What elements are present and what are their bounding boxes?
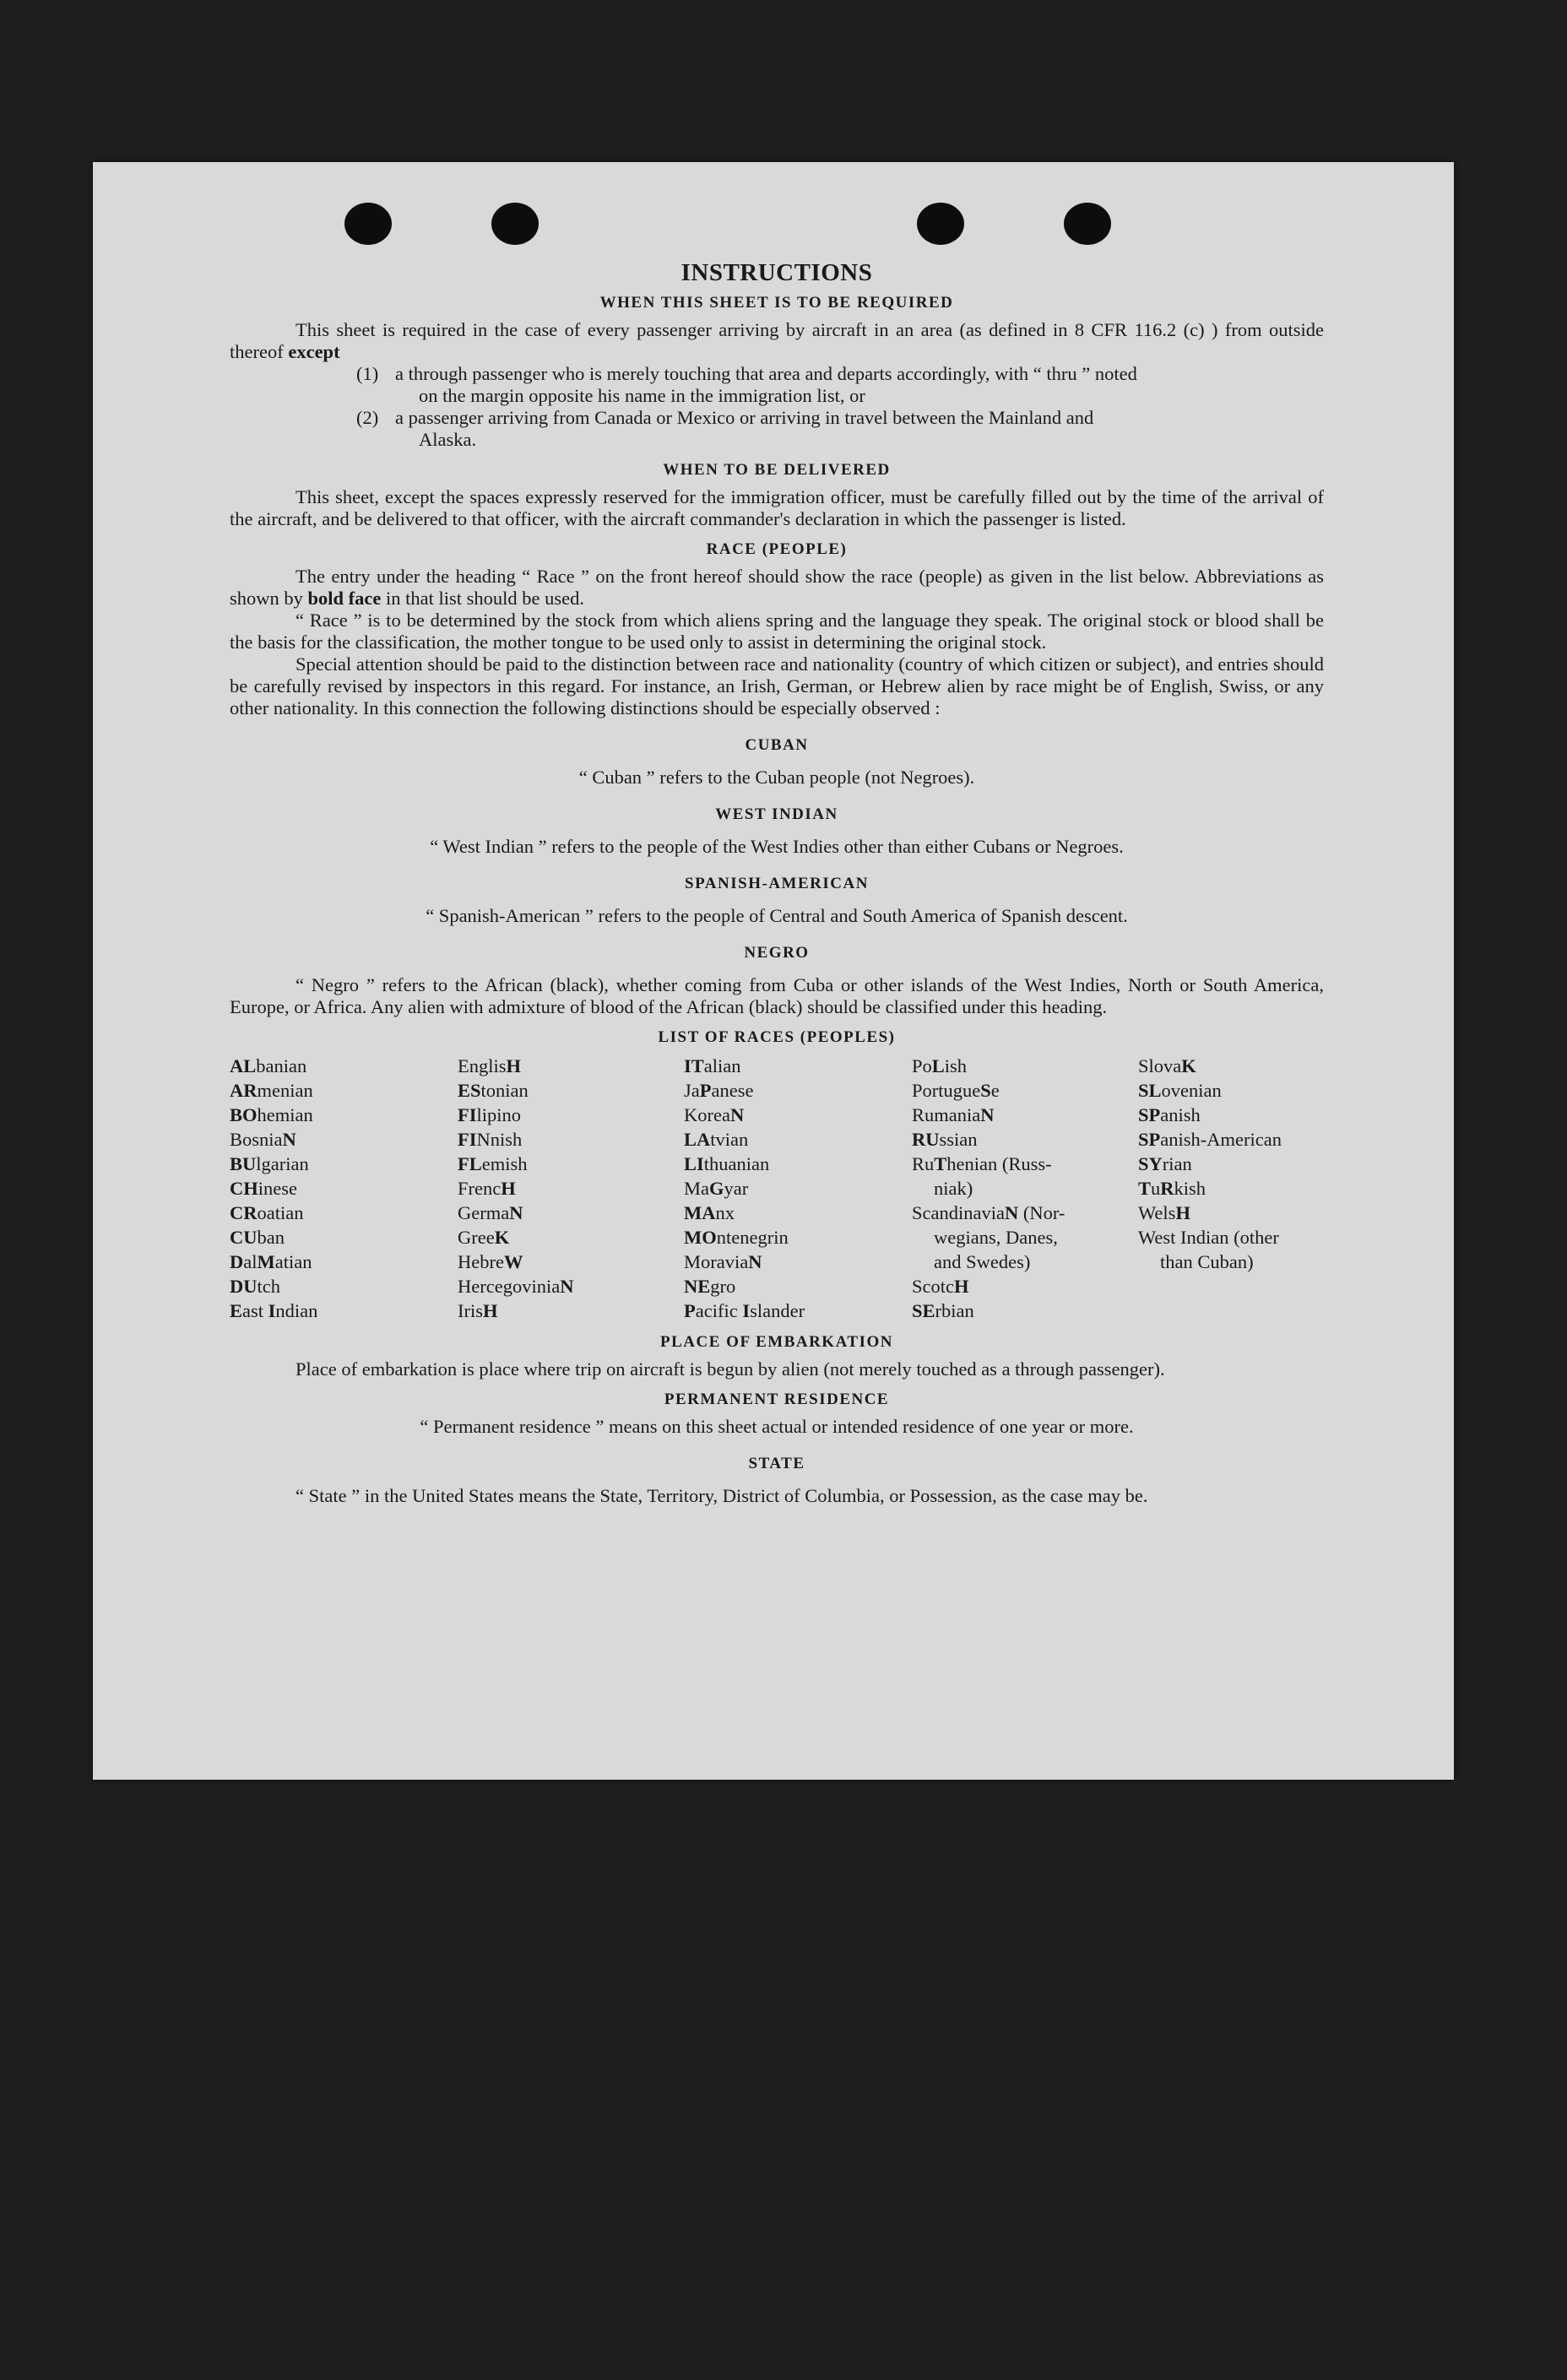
race-entry: RuThenian (Russ- [912, 1153, 1052, 1174]
page-title: INSTRUCTIONS [680, 259, 873, 286]
race-entry: HebreW [458, 1251, 523, 1272]
negro-text: “ Negro ” refers to the African (black), whether coming from Cuba or other islands of the West Indies, North or South America, Europe, or Africa. Any alien with admixture of blood of the African (black) should be classified under this heading. [230, 974, 1324, 1017]
state-text: “ State ” in the United States means the State, Territory, District of Columbia, or Possession, as the case may be. [296, 1485, 1148, 1506]
races-column-1 [230, 1054, 458, 1323]
required-item-1: (1) a through passenger who is merely touching that area and departs accordingly, with “ thru ” noted on the margin opposite his name in the immigration list, or [356, 363, 1137, 406]
section-heading-races-list: LIST OF RACES (PEOPLES) [658, 1028, 896, 1046]
section-heading-west-indian: WEST INDIAN [715, 805, 838, 823]
race-entry: MoraviaN [684, 1251, 762, 1272]
race-entry: JaPanese [684, 1080, 754, 1101]
races-column-2 [458, 1054, 684, 1323]
race-entry: ITalian [684, 1055, 741, 1076]
race-entry: FrencH [458, 1178, 516, 1199]
required-item-2: (2) a passenger arriving from Canada or Mexico or arriving in travel between the Mainland and Alaska. [356, 407, 1094, 450]
race-entry: PortugueSe [912, 1080, 1000, 1101]
race-entry: BosniaN [230, 1129, 296, 1150]
race-paragraph-1: The entry under the heading “ Race ” on the front hereof should show the race (people) as given in the list below. Abbreviations as shown by bold face in that list should be used. [230, 566, 1324, 609]
race-entry: RumaniaN [912, 1104, 995, 1125]
residence-text: “ Permanent residence ” means on this sheet actual or intended residence of one year or more. [420, 1416, 1134, 1437]
section-heading-residence: PERMANENT RESIDENCE [664, 1391, 890, 1408]
race-entry: FLemish [458, 1153, 528, 1174]
race-entry: SYrian [1138, 1153, 1192, 1174]
section-heading-embarkation: PLACE OF EMBARKATION [660, 1333, 893, 1351]
section-heading-cuban: CUBAN [745, 736, 809, 754]
race-entry: SlovaK [1138, 1055, 1196, 1076]
required-intro: This sheet is required in the case of every passenger arriving by aircraft in an area (as defined in 8 CFR 116.2 (c) ) from outside thereof except [230, 319, 1324, 362]
race-entry: DUtch [230, 1276, 280, 1297]
section-heading-spanish-american: SPANISH-AMERICAN [685, 875, 869, 892]
race-entry: HercegoviniaN [458, 1276, 574, 1297]
section-heading-negro: NEGRO [744, 944, 810, 962]
west-indian-text: “ West Indian ” refers to the people of the West Indies other than either Cubans or Negroes. [430, 836, 1124, 857]
race-entry: FIlipino [458, 1104, 522, 1125]
race-entry: East Indian [230, 1300, 318, 1321]
race-entry: SErbian [912, 1300, 974, 1321]
race-entry: ALbanian [230, 1055, 307, 1076]
races-column-3 [684, 1054, 912, 1323]
race-entry: GermaN [458, 1202, 523, 1223]
punch-hole [491, 203, 539, 245]
race-entry: LAtvian [684, 1129, 749, 1150]
race-entry: RUssian [912, 1129, 978, 1150]
race-entry: GreeK [458, 1227, 510, 1248]
spanish-american-text: “ Spanish-American ” refers to the people of Central and South America of Spanish descent. [426, 905, 1128, 926]
race-entry: EnglisH [458, 1055, 522, 1076]
race-entry: PoLish [912, 1055, 968, 1076]
delivered-text: This sheet, except the spaces expressly reserved for the immigration officer, must be carefully filled out by the time of the arrival of the aircraft, and be delivered to that officer, with the aircraft commander's declaration in which the passenger is listed. [230, 486, 1324, 529]
race-entry: EStonian [458, 1080, 529, 1101]
races-column-5 [1138, 1054, 1324, 1323]
race-entry: Pacific Islander [684, 1300, 805, 1321]
race-entry: DalMatian [230, 1251, 312, 1272]
document-sheet [93, 162, 1454, 1780]
instructions-content [230, 259, 1324, 1507]
race-entry: FINnish [458, 1129, 523, 1150]
race-paragraph-2: “ Race ” is to be determined by the stock from which aliens spring and the language they speak. The original stock or blood shall be the basis for the classification, the mother tongue to be used only to assist in determining the original stock. [230, 610, 1324, 653]
race-entry: West Indian (other [1138, 1227, 1279, 1248]
races-column-4 [912, 1054, 1138, 1323]
punch-hole [1064, 203, 1111, 245]
race-entry: SPanish [1138, 1104, 1201, 1125]
race-entry: niak) [934, 1178, 973, 1199]
race-entry: than Cuban) [1160, 1251, 1254, 1272]
section-heading-delivered: WHEN TO BE DELIVERED [663, 461, 891, 479]
race-entry: wegians, Danes, [934, 1227, 1058, 1248]
race-entry: SPanish-American [1138, 1129, 1282, 1150]
race-entry: CHinese [230, 1178, 297, 1199]
race-entry: LIthuanian [684, 1153, 770, 1174]
race-entry: and Swedes) [934, 1251, 1031, 1272]
cuban-text: “ Cuban ” refers to the Cuban people (not Negroes). [578, 767, 975, 788]
race-entry: SLovenian [1138, 1080, 1222, 1101]
race-entry: BOhemian [230, 1104, 313, 1125]
race-entry: KoreaN [684, 1104, 745, 1125]
race-entry: ScotcH [912, 1276, 969, 1297]
race-entry: ScandinaviaN (Nor- [912, 1202, 1065, 1223]
race-paragraph-3: Special attention should be paid to the distinction between race and nationality (country of which citizen or subject), and entries should be carefully revised by inspectors in this regard. For instance, an Irish, German, or Hebrew alien by race might be of English, Swiss, or any other nationality. In this connection the following distinctions should be especially observed : [230, 653, 1324, 718]
race-entry: ARmenian [230, 1080, 313, 1101]
race-entry: NEgro [684, 1276, 736, 1297]
races-list [230, 1054, 1324, 1323]
race-entry: MOntenegrin [684, 1227, 789, 1248]
section-heading-state: STATE [748, 1455, 805, 1472]
punch-hole [917, 203, 964, 245]
section-heading-race: RACE (PEOPLE) [706, 540, 848, 558]
race-entry: WelsH [1138, 1202, 1190, 1223]
punch-hole [344, 203, 392, 245]
race-entry: MAnx [684, 1202, 735, 1223]
race-entry: CRoatian [230, 1202, 304, 1223]
race-entry: TuRkish [1138, 1178, 1206, 1199]
race-entry: MaGyar [684, 1178, 749, 1199]
race-entry: CUban [230, 1227, 285, 1248]
embarkation-text: Place of embarkation is place where trip on aircraft is begun by alien (not merely touched as a through passenger). [296, 1358, 1165, 1380]
section-heading-required: WHEN THIS SHEET IS TO BE REQUIRED [599, 294, 954, 312]
race-entry: BUlgarian [230, 1153, 309, 1174]
race-entry: IrisH [458, 1300, 498, 1321]
